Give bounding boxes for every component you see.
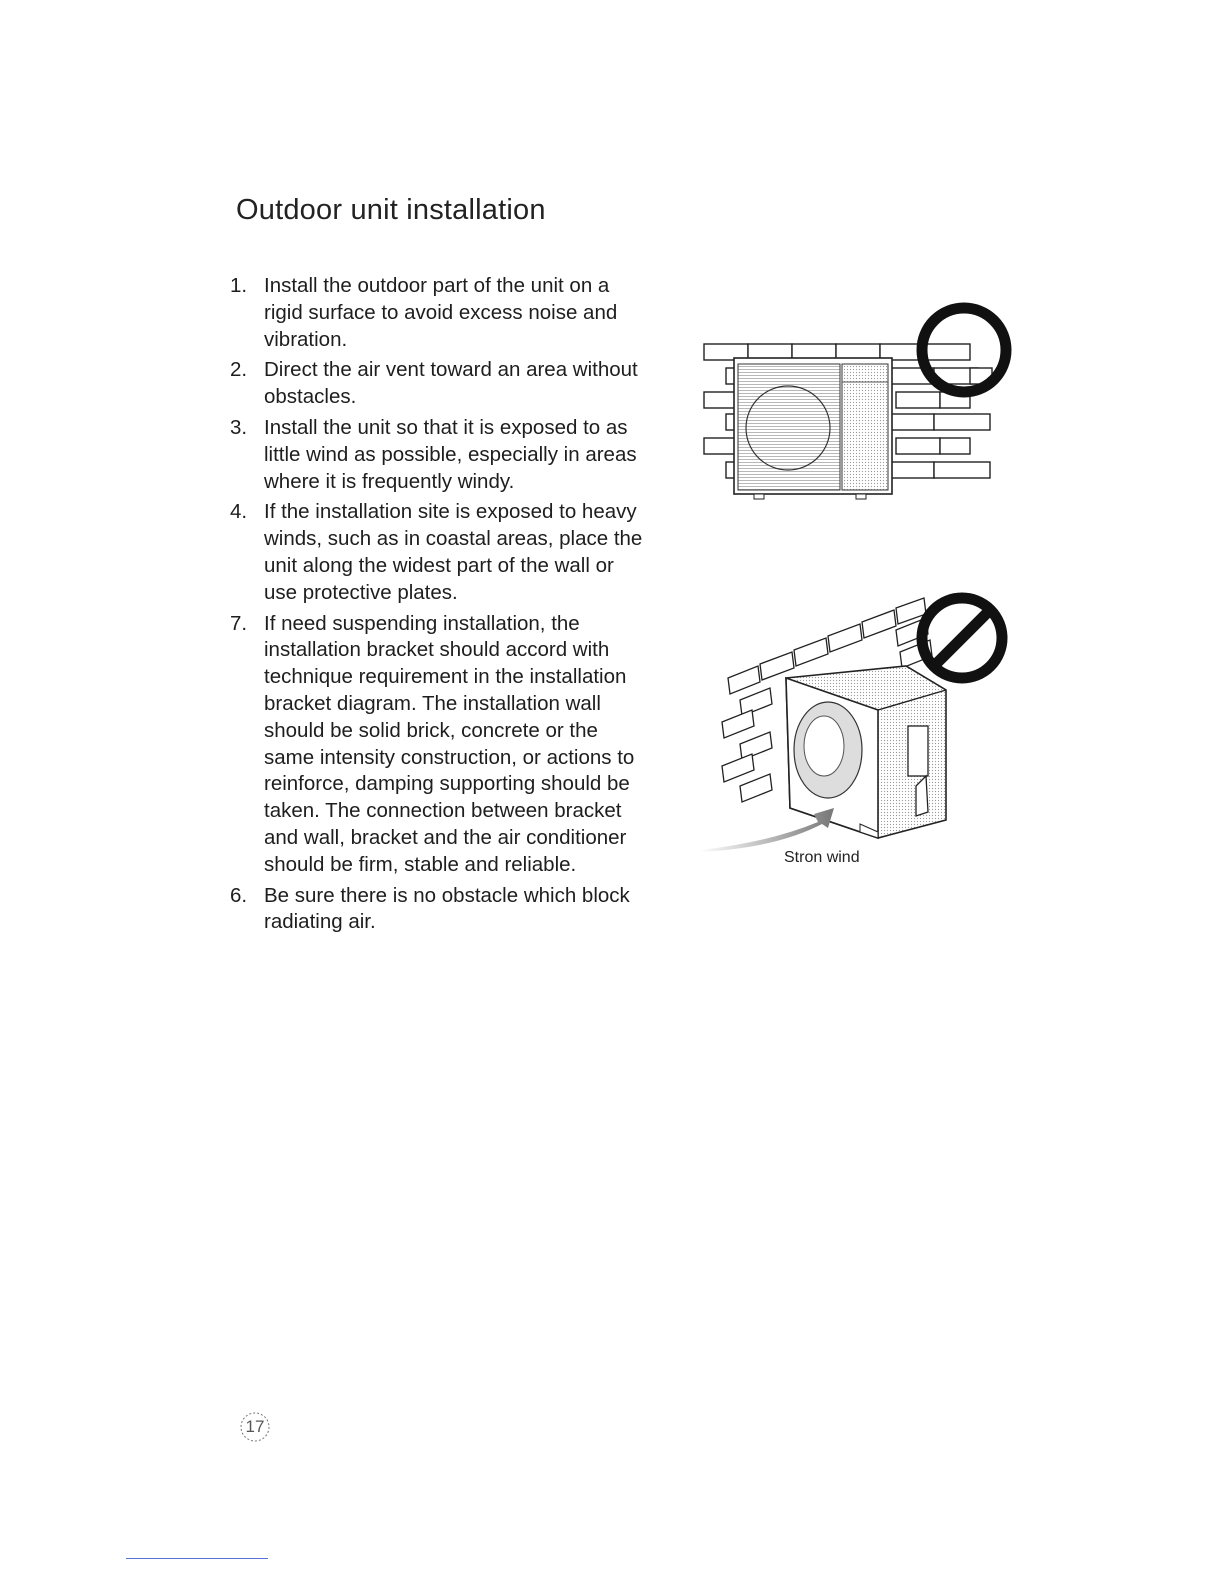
list-item [230, 415, 650, 495]
step-number: 1. [230, 274, 248, 297]
outdoor-unit-wall-drawing [696, 296, 1016, 506]
list-item [230, 273, 650, 353]
step-number: 4. [230, 500, 248, 524]
outdoor-unit-front [734, 358, 892, 499]
step-number: 2. [230, 358, 248, 382]
strong-wind-drawing [700, 586, 1020, 856]
step-text: If need suspending installation, the installation bracket should accord with technique requirement in the installation bracket diagram. The installation wall should be solid brick, concrete or the same intensity construction, or actions to reinforce, damping supporting should be taken. The connection between bracket and wall, bracket and the air conditioner should be firm, stable and reliable. [264, 611, 635, 876]
list-item [230, 357, 650, 411]
step-number: 7. [230, 611, 248, 635]
step-number: 3. [230, 415, 248, 439]
footer-divider [126, 1558, 268, 1559]
step-text: Direct the air vent toward an area without obstacles. [264, 358, 638, 409]
installation-steps-list [230, 273, 650, 940]
outdoor-unit-wall-illustration [696, 296, 1016, 506]
step-text: Install the outdoor part of the unit on a rigid surface to avoid excess noise and vibration. [264, 274, 618, 351]
page-title: Outdoor unit installation [236, 194, 546, 226]
figure-caption: Stron wind [784, 849, 860, 866]
step-text: If the installation site is exposed to heavy winds, such as in coastal areas, place the unit along the widest part of the wall or use protective plates. [264, 500, 643, 604]
step-text: Be sure there is no obstacle which block radiating air. [264, 883, 630, 934]
step-number: 6. [230, 883, 248, 907]
list-item [230, 611, 650, 879]
list-item [230, 883, 650, 937]
prohibited-sign-icon [922, 598, 1002, 678]
list-item [230, 499, 650, 606]
page-number [238, 1410, 272, 1444]
strong-wind-illustration [700, 586, 1020, 856]
page-number-text: 17 [245, 1417, 265, 1436]
step-text: Install the unit so that it is exposed to as little wind as possible, especially in areas where it is frequently windy. [264, 415, 637, 493]
outdoor-unit-angled [786, 666, 946, 838]
